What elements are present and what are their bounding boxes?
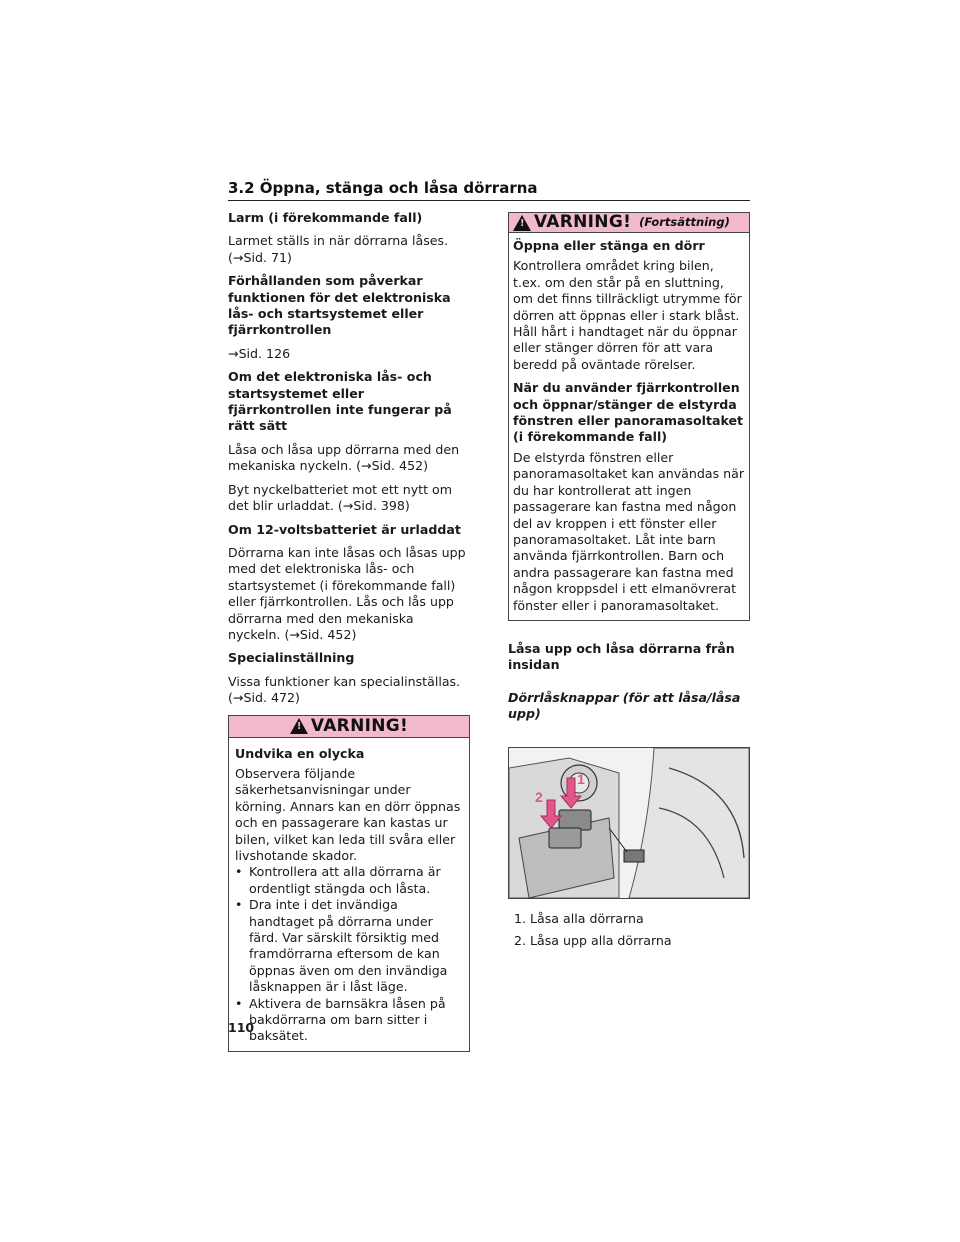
section-divider [228, 200, 750, 201]
arrow-right-icon: → [361, 458, 372, 474]
section-title: 3.2 Öppna, stänga och låsa dörrarna [228, 179, 538, 197]
warning-triangle-icon [290, 718, 308, 734]
battery-page-link[interactable]: Sid. 452) [299, 626, 357, 642]
warning-bullet: • Kontrollera att alla dörrarna är ordentligt stängda och låsta. [235, 864, 441, 896]
page-number: 110 [228, 1020, 255, 1035]
alarm-page-link[interactable]: Sid. 71) [243, 249, 292, 265]
warning-header [509, 213, 749, 233]
arrow-right-icon: → [289, 626, 300, 642]
callout-2: 2 [535, 788, 543, 805]
callout-list [508, 911, 750, 950]
open-close-text: Kontrollera området kring bilen, t.ex. om den står på en sluttning, om det finns tillräckligt utrymme för dörren att öppnas eller i stark blåst. Håll hårt i handtaget när du öppnar eller stänger dörren för att vara beredd på oväntade rörelser. [513, 258, 742, 372]
malfunction-text-2: Byt nyckelbatteriet mot ett nytt om det blir urladdat. (→Sid. 398) [228, 481, 453, 514]
warning-intro: Observera följande säkerhetsanvisningar under körning. Annars kan en dörr öppnas och en passagerare kan kastas ur bilen, vilket kan leda till svåra eller livshotande skador. [235, 765, 461, 863]
warning-title: VARNING! [534, 212, 632, 233]
conditions-heading: Förhållanden som påverkar funktionen för det elektroniska lås- och startsystemet eller fjärrkontrollen [228, 273, 451, 338]
warning-bullet: • Dra inte i det invändiga handtaget på dörrarna under färd. Var särskilt försiktig med framdörrarna eftersom de kan öppnas även om den invändiga låsknappen är i låst läge. [235, 897, 448, 995]
callout-1: 1 [577, 770, 585, 787]
list-item: 2. Låsa upp alla dörrarna [513, 932, 672, 948]
warning-header [229, 716, 469, 738]
door-lock-switch-drawing [509, 748, 749, 898]
warning-subtitle: (Fortsättning) [639, 215, 730, 230]
special-setting-page-link[interactable]: Sid. 472) [243, 690, 300, 706]
battery-text: Dörrarna kan inte låsas och låsas upp med det elektroniska lås- och startsystemet (i förekommande fall) eller fjärrkontrollen. Lås och lås upp dörrarna med den mekaniska nyckeln. (→Sid. 452) [228, 544, 466, 642]
conditions-page-link[interactable]: Sid. 126 [238, 345, 291, 361]
inside-lock-heading: Låsa upp och låsa dörrarna från insidan [508, 640, 735, 673]
open-close-heading: Öppna eller stänga en dörr [513, 238, 705, 253]
alarm-text: Larmet ställs in när dörrarna låses. (→Sid. 71) [228, 233, 449, 265]
warning-box-continued [508, 212, 750, 621]
malfunction-page-link-2[interactable]: Sid. 398) [353, 498, 410, 514]
arrow-right-icon: → [232, 249, 244, 265]
special-setting-heading: Specialinställning [228, 650, 355, 666]
list-item: 1. Låsa alla dörrarna [513, 910, 644, 926]
warning-heading: Undvika en olycka [235, 745, 365, 761]
right-column [508, 212, 750, 955]
lock-buttons-subheading: Dörrlåsknappar (för att låsa/låsa upp) [508, 689, 741, 722]
remote-window-heading: När du använder fjärrkontrollen och öppnar/stänger de elstyrda fönstren eller panoramasoltaket (i förekommande fall) [513, 380, 744, 445]
arrow-right-icon: → [232, 690, 244, 706]
warning-body [229, 738, 469, 1051]
malfunction-page-link-1[interactable]: Sid. 452) [371, 458, 429, 474]
alarm-heading: Larm (i förekommande fall) [228, 210, 423, 225]
left-column [228, 210, 470, 1052]
warning-title: VARNING! [310, 715, 409, 736]
malfunction-heading: Om det elektroniska lås- och startsystemet eller fjärrkontrollen inte fungerar på rätt sätt [228, 369, 452, 434]
arrow-right-icon: → [228, 345, 239, 361]
warning-box [228, 715, 470, 1052]
conditions-ref [228, 346, 470, 362]
arrow-right-icon: → [342, 498, 354, 514]
warning-bullet: • Aktivera de barnsäkra låsen på bakdörrarna om barn sitter i baksätet. [235, 995, 446, 1044]
warning-body [509, 233, 749, 620]
door-lock-illustration [508, 747, 750, 899]
malfunction-text-1: Låsa och låsa upp dörrarna med den mekaniska nyckeln. (→Sid. 452) [228, 441, 460, 474]
warning-triangle-icon [513, 215, 531, 231]
battery-heading: Om 12-voltsbatteriet är urladdat [228, 521, 461, 537]
remote-window-text: De elstyrda fönstren eller panoramasoltaket kan användas när du har kontrollerat att ingen passagerare kan fastna med någon del av kroppen i ett fönster eller panoramasoltaket. Låt inte barn använda fjärrkontrollen. Barn och andra passagerare kan fastna med någon kroppsdel i ett elmanövrerat fönster eller i panoramasoltaket. [513, 449, 745, 613]
special-setting-text: Vissa funktioner kan specialinställas. (→Sid. 472) [228, 673, 461, 706]
